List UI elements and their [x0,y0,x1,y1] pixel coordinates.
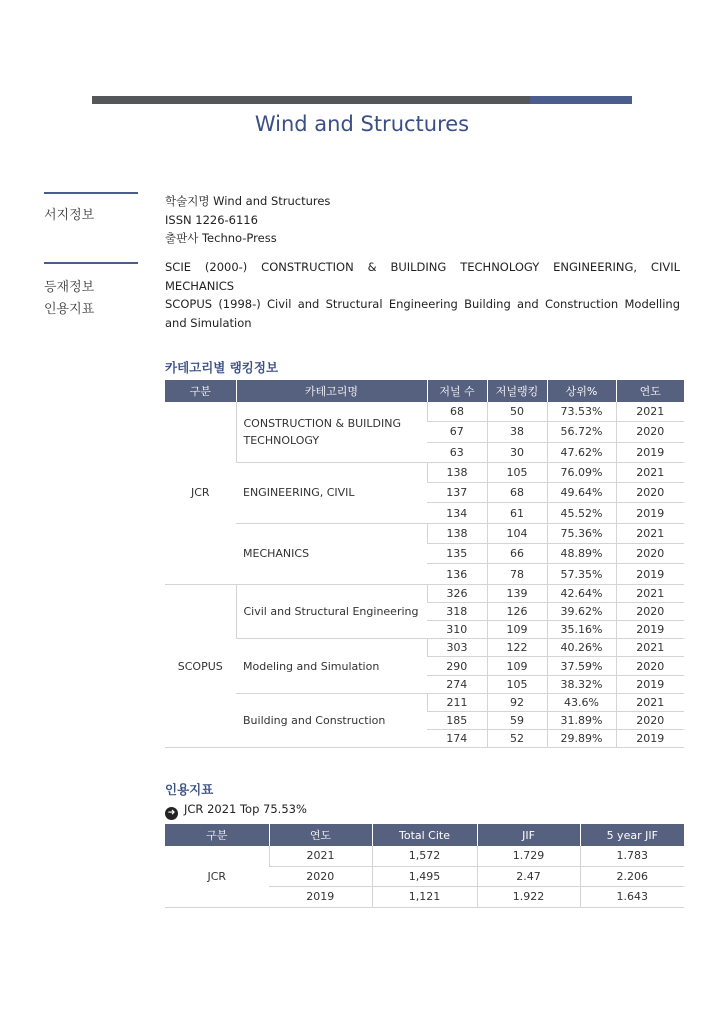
five-year-jif-cell: 1.643 [580,887,684,908]
top-percent-cell: 49.64% [547,483,616,503]
table-row [165,402,684,422]
year-cell: 2021 [269,846,372,866]
journal-count-cell: 326 [427,584,487,602]
journal-name-line: 학술지명 Wind and Structures [165,194,331,208]
top-percent-cell: 75.36% [547,523,616,543]
ranking-header-cell: 연도 [616,380,684,402]
top-percent-cell: 56.72% [547,422,616,442]
publisher-line: 출판사 Techno-Press [165,231,277,245]
journal-count-cell: 138 [427,523,487,543]
top-bar-accent-segment [530,96,632,104]
total-cite-cell: 1,572 [372,846,477,866]
ranking-header-cell: 구분 [165,380,236,402]
journal-rank-cell: 105 [487,675,547,693]
top-percent-cell: 48.89% [547,544,616,564]
journal-count-cell: 303 [427,639,487,657]
top-percent-cell: 47.62% [547,442,616,462]
journal-title: Wind and Structures [254,112,470,136]
source-cell: JCR [165,846,269,907]
category-name-cell: MECHANICS [236,523,427,584]
top-percent-cell: 39.62% [547,602,616,620]
year-cell: 2019 [616,503,684,523]
table-row [165,462,684,482]
citation-header-cell: Total Cite [372,824,477,846]
jif-cell: 1.729 [477,846,580,866]
issn-line: ISSN 1226-6116 [165,212,258,227]
citation-header-cell: JIF [477,824,580,846]
ranking-header-cell: 카테고리명 [236,380,427,402]
journal-count-cell: 138 [427,462,487,482]
citation-header-cell: 5 year JIF [580,824,684,846]
journal-count-cell: 68 [427,402,487,422]
citation-highlight-text: JCR 2021 Top 75.53% [184,802,307,816]
scopus-line: SCOPUS (1998-) Civil and Structural Engineering Building and Construction Modelling and Simulation [165,297,680,330]
jif-cell: 2.47 [477,866,580,887]
table-row [165,639,684,657]
table-row [165,523,684,543]
top-percent-cell: 42.64% [547,584,616,602]
ranking-header-row [165,380,684,402]
journal-count-cell: 174 [427,730,487,748]
journal-rank-cell: 68 [487,483,547,503]
top-percent-cell: 73.53% [547,402,616,422]
table-row [165,584,684,602]
year-cell: 2020 [616,422,684,442]
ranking-header-cell: 저널 수 [427,380,487,402]
citation-label: 인용지표 [44,302,95,317]
year-cell: 2019 [616,442,684,462]
year-cell: 2019 [269,887,372,908]
year-cell: 2020 [616,657,684,675]
journal-count-cell: 135 [427,544,487,564]
citation-header-cell: 연도 [269,824,372,846]
journal-rank-cell: 78 [487,564,547,584]
category-name-cell: ENGINEERING, CIVIL [236,462,427,523]
category-name-cell: Modeling and Simulation [236,639,427,694]
citation-header-cell: 구분 [165,824,269,846]
top-percent-cell: 29.89% [547,730,616,748]
journal-count-cell: 310 [427,621,487,639]
journal-rank-cell: 139 [487,584,547,602]
ranking-table [165,380,684,748]
journal-rank-cell: 126 [487,602,547,620]
citation-table [165,824,684,908]
journal-rank-cell: 50 [487,402,547,422]
journal-rank-cell: 122 [487,639,547,657]
ranking-header-cell: 저널랭킹 [487,380,547,402]
top-percent-cell: 45.52% [547,503,616,523]
five-year-jif-cell: 1.783 [580,846,684,866]
journal-count-cell: 290 [427,657,487,675]
year-cell: 2019 [616,675,684,693]
indexing-info [165,258,680,332]
biblio-divider [44,192,138,194]
top-percent-cell: 37.59% [547,657,616,675]
journal-rank-cell: 104 [487,523,547,543]
scie-line: SCIE (2000-) CONSTRUCTION & BUILDING TECHNOLOGY ENGINEERING, CIVIL MECHANICS [165,260,680,293]
year-cell: 2021 [616,584,684,602]
category-name-cell: Civil and Structural Engineering [236,584,427,639]
total-cite-cell: 1,495 [372,866,477,887]
journal-rank-cell: 38 [487,422,547,442]
journal-count-cell: 211 [427,693,487,711]
ranking-header-cell: 상위% [547,380,616,402]
year-cell: 2021 [616,402,684,422]
journal-rank-cell: 92 [487,693,547,711]
top-bar-dark-segment [92,96,530,104]
year-cell: 2020 [269,866,372,887]
top-percent-cell: 40.26% [547,639,616,657]
year-cell: 2021 [616,523,684,543]
journal-count-cell: 318 [427,602,487,620]
citation-highlight [165,800,307,820]
top-percent-cell: 43.6% [547,693,616,711]
table-row [165,693,684,711]
ranking-heading: 카테고리별 랭킹정보 [165,360,279,375]
category-name-cell: Building and Construction [236,693,427,748]
journal-count-cell: 185 [427,711,487,729]
source-cell: JCR [165,402,236,584]
journal-rank-cell: 105 [487,462,547,482]
year-cell: 2020 [616,711,684,729]
total-cite-cell: 1,121 [372,887,477,908]
top-percent-cell: 31.89% [547,711,616,729]
arrow-right-icon: ➜ [165,807,178,820]
top-percent-cell: 38.32% [547,675,616,693]
journal-rank-cell: 59 [487,711,547,729]
journal-count-cell: 63 [427,442,487,462]
citation-header-row [165,824,684,846]
jif-cell: 1.922 [477,887,580,908]
category-name-cell: CONSTRUCTION & BUILDING TECHNOLOGY [236,402,427,462]
journal-rank-cell: 109 [487,657,547,675]
biblio-label: 서지정보 [44,208,95,223]
indexing-divider [44,262,138,264]
journal-count-cell: 134 [427,503,487,523]
journal-count-cell: 274 [427,675,487,693]
year-cell: 2021 [616,462,684,482]
journal-count-cell: 67 [427,422,487,442]
top-percent-cell: 35.16% [547,621,616,639]
journal-rank-cell: 30 [487,442,547,462]
year-cell: 2021 [616,693,684,711]
journal-rank-cell: 61 [487,503,547,523]
year-cell: 2019 [616,564,684,584]
indexing-label: 등재정보 [44,280,95,295]
top-percent-cell: 76.09% [547,462,616,482]
citation-heading: 인용지표 [165,782,214,797]
journal-rank-cell: 109 [487,621,547,639]
top-percent-cell: 57.35% [547,564,616,584]
journal-count-cell: 137 [427,483,487,503]
table-row [165,846,684,866]
year-cell: 2021 [616,639,684,657]
top-decoration-bar [92,96,632,104]
year-cell: 2020 [616,544,684,564]
biblio-info [165,192,330,248]
journal-rank-cell: 52 [487,730,547,748]
year-cell: 2019 [616,730,684,748]
journal-count-cell: 136 [427,564,487,584]
year-cell: 2020 [616,602,684,620]
journal-rank-cell: 66 [487,544,547,564]
five-year-jif-cell: 2.206 [580,866,684,887]
year-cell: 2020 [616,483,684,503]
year-cell: 2019 [616,621,684,639]
source-cell: SCOPUS [165,584,236,748]
